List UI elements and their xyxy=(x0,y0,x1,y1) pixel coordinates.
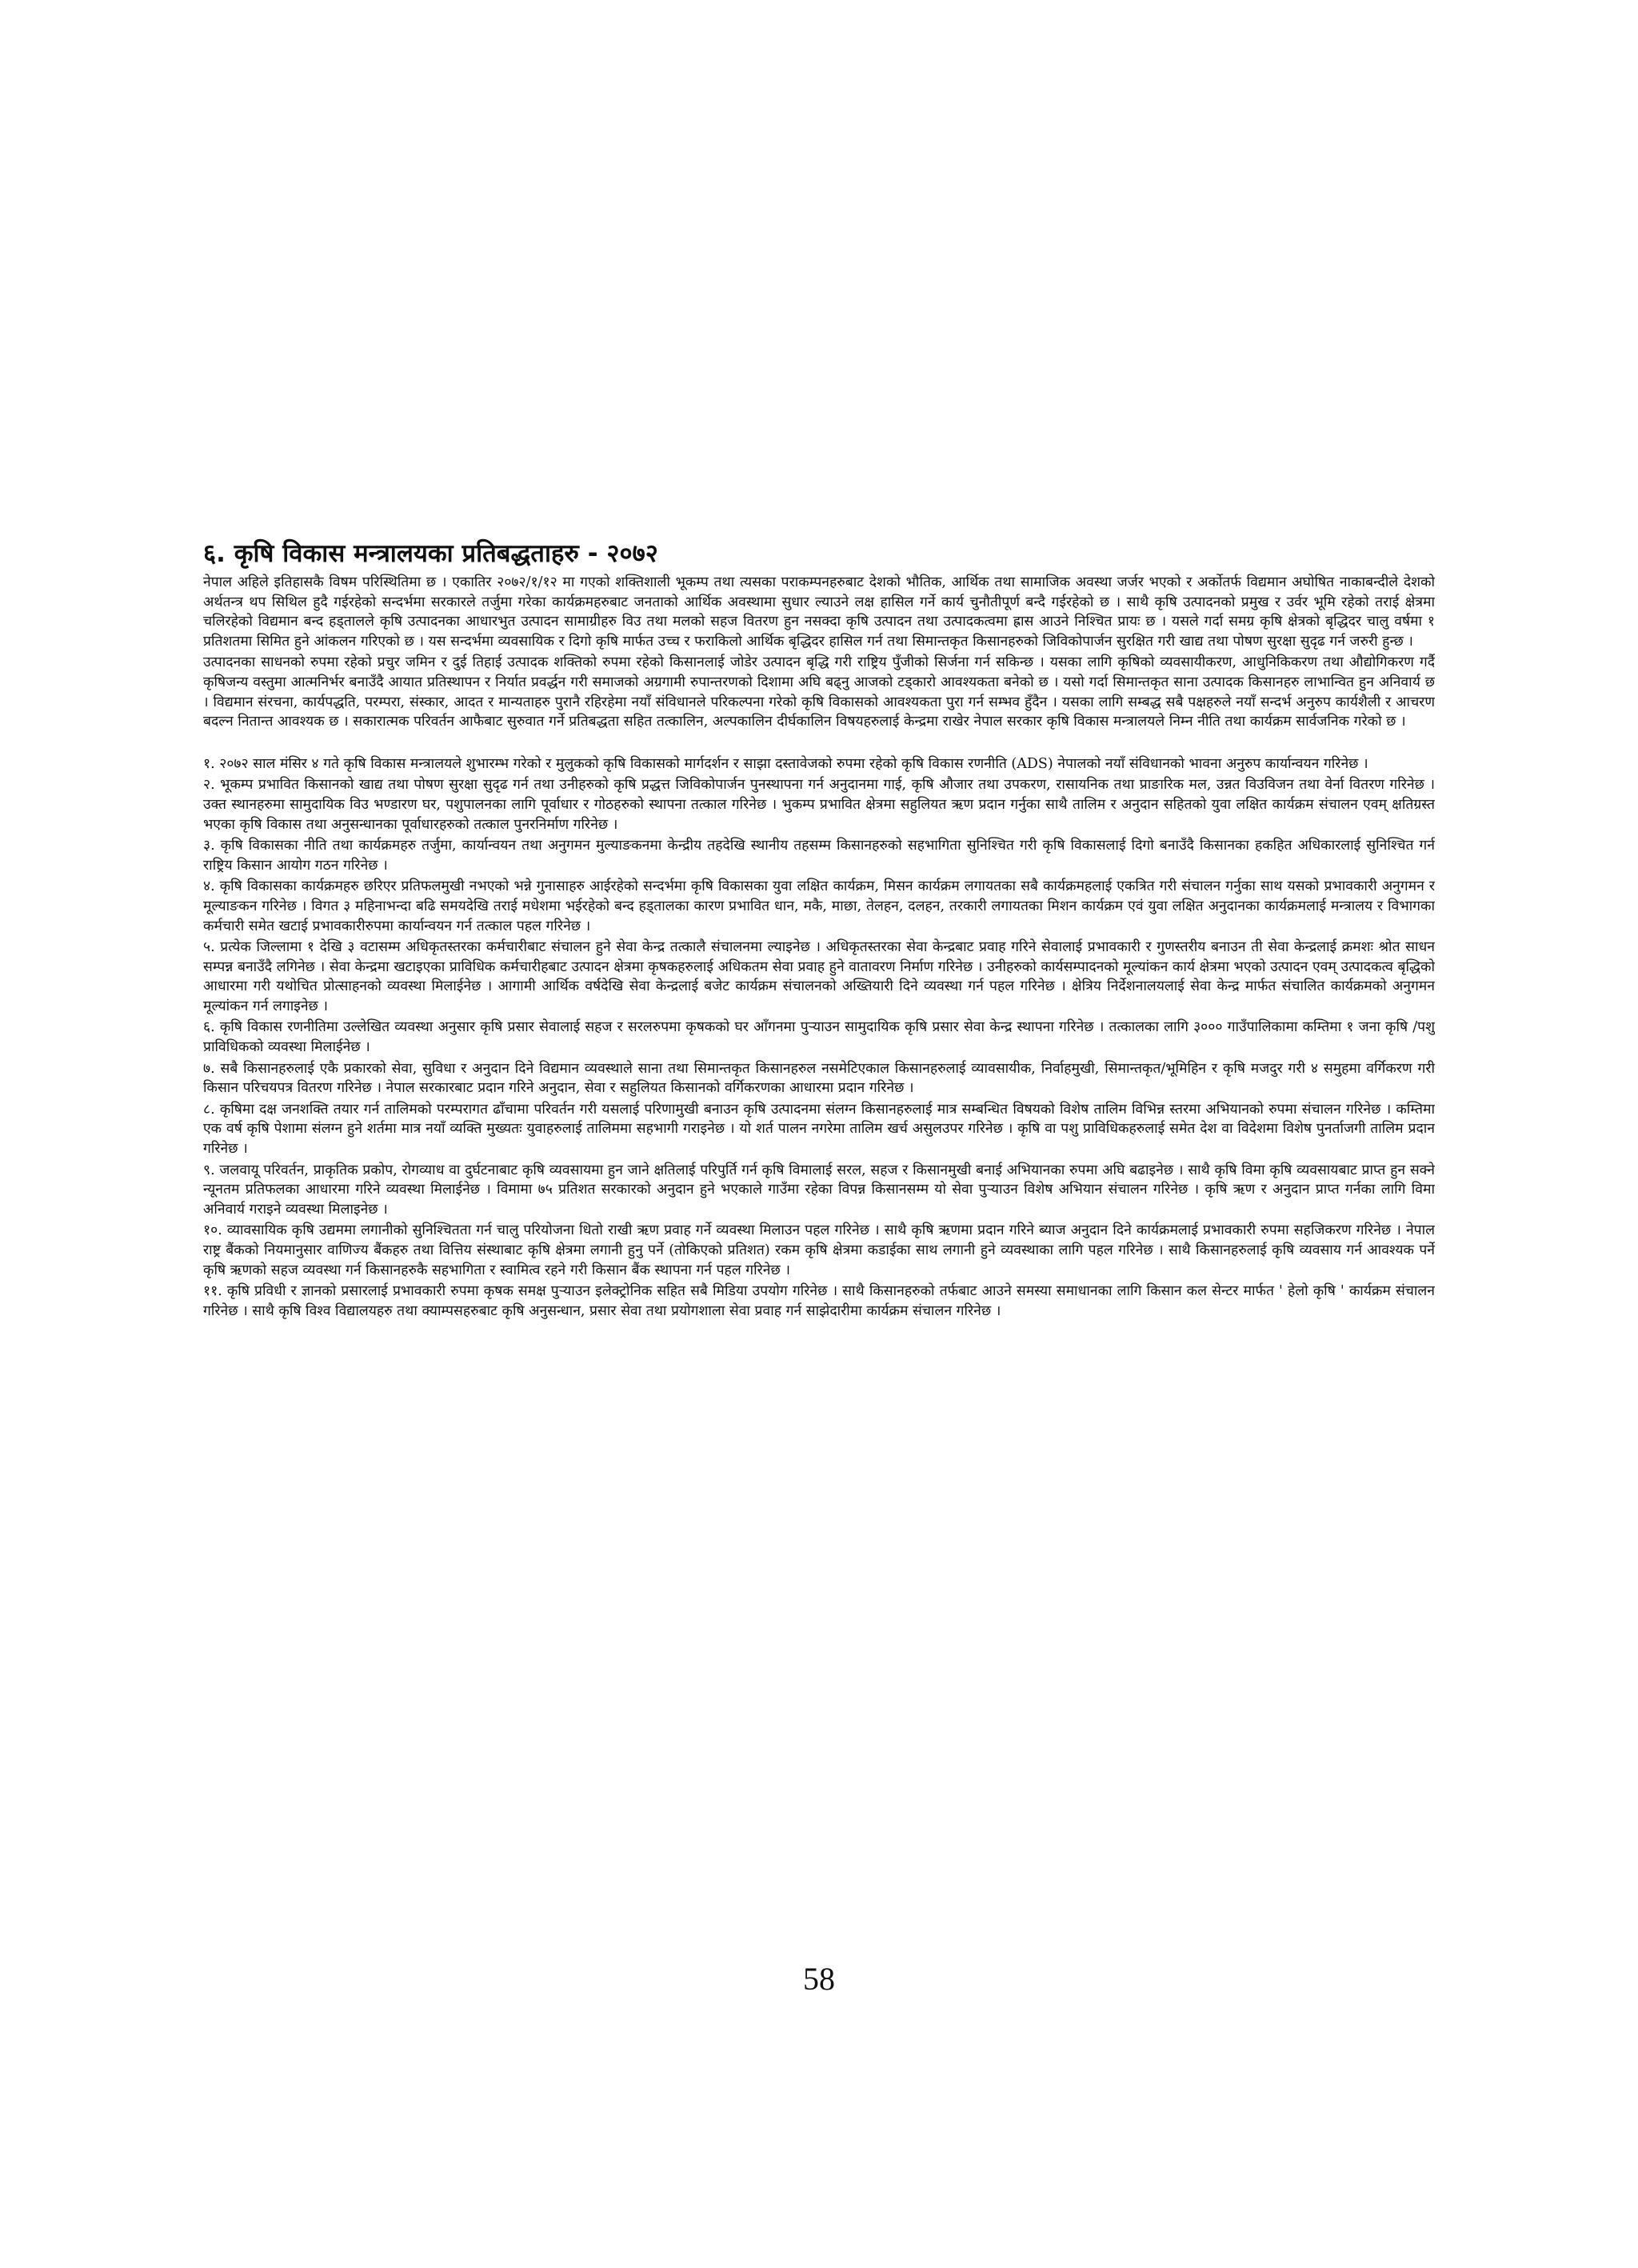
commitment-item-6: ६. कृषि विकास रणनीतिमा उल्लेखित व्यवस्था अनुसार कृषि प्रसार सेवालाई सहज र सरलरुपमा कृषकको घर आँगनमा पुऱ्याउन सामुदायिक कृषि प्रसार सेवा केन्द्र स्थापना गरिनेछ । तत्कालका लागि ३००० गाउँपालिकामा कम्तिमा १ जना कृषि /पशु प्राविधिकको व्यवस्था मिलाईनेछ । xyxy=(203,1019,1435,1056)
commitment-item-5: ५. प्रत्येक जिल्लामा १ देखि ३ वटासम्म अधिकृतस्तरका कर्मचारीबाट संचालन हुने सेवा केन्द्र तत्कालै संचालनमा ल्याइनेछ । अधिकृतस्तरका सेवा केन्द्रबाट प्रवाह गरिने सेवालाई प्रभावकारी र गुणस्तरीय बनाउन ती सेवा केन्द्रलाई क्रमशः श्रोत साधन सम्पन्न बनाउँदै लगिनेछ । सेवा केन्द्रमा खटाइएका प्राविधिक कर्मचारीहबाट उत्पादन क्षेत्रमा कृषकहरुलाई अधिकतम सेवा प्रवाह हुने वातावरण निर्माण गरिनेछ । उनीहरुको कार्यसम्पादनको मूल्यांकन कार्य क्षेत्रमा भएको उत्पादन एवम् उत्पादकत्व बृद्धिको आधारमा गरी यथोचित प्रोत्साहनको व्यवस्था मिलाईनेछ । आगामी आर्थिक वर्षदेखि सेवा केन्द्रलाई बजेट कार्यक्रम संचालनको अख्तियारी दिने व्यवस्था गर्न पहल गरिनेछ । क्षेत्रिय निर्देशनालयलाई सेवा केन्द्र मार्फत संचालित कार्यक्रमको अनुगमन मूल्यांकन गर्न लगाइनेछ । xyxy=(203,939,1435,1014)
commitment-item-10: १०. व्यावसायिक कृषि उद्यममा लगानीको सुनिश्चितता गर्न चालु परियोजना धितो राखी ऋण प्रवाह गर्ने व्यवस्था मिलाउन पहल गरिनेछ । साथै कृषि ऋणमा प्रदान गरिने ब्याज अनुदान दिने कार्यक्रमलाई प्रभावकारी रुपमा सहजिकरण गरिनेछ । नेपाल राष्ट्र बैंकको नियमानुसार वाणिज्य बैंकहरु तथा वित्तिय संस्थाबाट कृषि क्षेत्रमा लगानी हुनु पर्ने (तोकिएको प्रतिशत) रकम कृषि क्षेत्रमा कडाईका साथ लगानी हुने व्यवस्थाका लागि पहल गरिनेछ । साथै किसानहरुलाई कृषि व्यवसाय गर्न आवश्यक पर्ने कृषि ऋणको सहज व्यवस्था गर्न किसानहरुकै सहभागिता र स्वामित्व रहने गरी किसान बैंक स्थापना गर्न पहल गरिनेछ । xyxy=(203,1222,1435,1278)
page-content xyxy=(203,538,1435,2026)
commitment-item-4: ४. कृषि विकासका कार्यक्रमहरु छरिएर प्रतिफलमुखी नभएको भन्ने गुनासाहरु आईरहेको सन्दर्भमा कृषि विकासका युवा लक्षित कार्यक्रम, मिसन कार्यक्रम लगायतका सबै कार्यक्रमहलाई एकत्रित गरी संचालन गर्नुका साथ यसको प्रभावकारी अनुगमन र मूल्याङकन गरिनेछ । विगत ३ महिनाभन्दा बढि समयदेखि तराई मधेशमा भईरहेको बन्द हड्तालका कारण प्रभावित धान, मकै, माछा, तेलहन, दलहन, तरकारी लगायतका मिशन कार्यक्रम एवं युवा लक्षित अनुदानका कार्यक्रमलाई मन्त्रालय र विभागका कर्मचारी समेत खटाई प्रभावकारीरुपमा कार्यान्वयन गर्न तत्काल पहल गरिनेछ । xyxy=(203,878,1435,934)
commitment-item-1: १. २०७२ साल मंसिर ४ गते कृषि विकास मन्त्रालयले शुभारम्भ गरेको र मुलुकको कृषि विकासको मार्गदर्शन र साझा दस्तावेजको रुपमा रहेको कृषि विकास रणनीति (ADS) नेपालको नयाँ संविधानको भावना अनुरुप कार्यान्वयन गरिनेछ । xyxy=(203,755,1368,772)
commitment-item-3: ३. कृषि विकासका नीति तथा कार्यक्रमहरु तर्जुमा, कार्यान्वयन तथा अनुगमन मुल्याङकनमा केन्द्रीय तहदेखि स्थानीय तहसम्म किसानहरुको सहभागिता सुनिश्चित गरी कृषि विकासलाई दिगो बनाउँदै किसानका हकहित अधिकारलाई सुनिश्चित गर्न राष्ट्रिय किसान आयोग गठन गरिनेछ । xyxy=(203,838,1435,874)
section-heading: ६. कृषि विकास मन्त्रालयका प्रतिबद्धताहरु - २०७२ xyxy=(203,539,658,568)
commitment-item-7: ७. सबै किसानहरुलाई एकै प्रकारको सेवा, सुविधा र अनुदान दिने विद्यमान व्यवस्थाले साना तथा सिमान्तकृत किसानहरुल नसमेटिएकाल किसानहरुलाई व्यावसायीक, निर्वाहमुखी, सिमान्तकृत/भूमिहिन र कृषि मजदुर गरी ४ समुहमा वर्गिकरण गरी किसान परिचयपत्र वितरण गरिनेछ । नेपाल सरकारबाट प्रदान गरिने अनुदान, सेवा र सहुलियत किसानको वर्गिकरणका आधारमा प्रदान गरिनेछ । xyxy=(203,1060,1435,1097)
commitment-item-8: ८. कृषिमा दक्ष जनशक्ति तयार गर्न तालिमको परम्परागत ढाँचामा परिवर्तन गरी यसलाई परिणामुखी बनाउन कृषि उत्पादनमा संलग्न किसानहरुलाई मात्र सम्बन्धित विषयको विशेष तालिम विभिन्न स्तरमा अभियानको रुपमा संचालन गरिनेछ । कम्तिमा एक वर्ष कृषि पेशामा संलग्न हुने शर्तमा मात्र नयाँ व्यक्ति मुख्यतः युवाहरुलाई तालिममा सहभागी गराइनेछ । यो शर्त पालन नगरेमा तालिम खर्च असुलउपर गरिनेछ । कृषि वा पशु प्राविधिकहरुलाई समेत देश वा विदेशमा विशेष पुनर्ताजगी तालिम प्रदान गरिनेछ । xyxy=(203,1101,1435,1158)
commitment-item-2: २. भूकम्प प्रभावित किसानको खाद्य तथा पोषण सुरक्षा सुदृढ गर्न तथा उनीहरुको कृषि प्रद्धत्त जिविकोपार्जन पुनस्थापना गर्न अनुदानमा गाई, कृषि औजार तथा उपकरण, रासायनिक तथा प्राङारिक मल, उन्नत विउविजन तथा वेर्ना वितरण गरिनेछ । उक्त स्थानहरुमा सामुदायिक विउ भण्डारण घर, पशुपालनका लागि पूर्वाधार र गोठहरुको स्थापना तत्काल गरिनेछ । भुकम्प प्रभावित क्षेत्रमा सहुलियत ऋण प्रदान गर्नुका साथै तालिम र अनुदान सहितको युवा लक्षित कार्यक्रम संचालन एवम् क्षतिग्रस्त भएका कृषि विकास तथा अनुसन्धानका पूर्वाधारहरुको तत्काल पुनरनिर्माण गरिनेछ । xyxy=(203,777,1435,833)
section-spacer xyxy=(203,734,1435,754)
commitment-item-11: ११. कृषि प्रविधी र ज्ञानको प्रसारलाई प्रभावकारी रुपमा कृषक समक्ष पुऱ्याउन इलेक्ट्रोनिक सहित सबै मिडिया उपयोग गरिनेछ । साथै किसानहरुको तर्फबाट आउने समस्या समाधानका लागि किसान कल सेन्टर मार्फत ' हेलो कृषि ' कार्यक्रम संचालन गरिनेछ । साथै कृषि विश्व विद्यालयहरु तथा क्याम्पसहरुबाट कृषि अनुसन्धान, प्रसार सेवा तथा प्रयोगशाला सेवा प्रवाह गर्न साझेदारीमा कार्यक्रम संचालन गरिनेछ । xyxy=(203,1283,1435,1319)
intro-paragraph-1: नेपाल अहिले इतिहासकै विषम परिस्थितिमा छ । एकातिर २०७२/१/१२ मा गएको शक्तिशाली भूकम्प तथा त्यसका पराकम्पनहरुबाट देशको भौतिक, आर्थिक तथा सामाजिक अवस्था जर्जर भएको र अर्कोतर्फ विद्यमान अघोषित नाकाबन्दीले देशको अर्थतन्त्र थप सिथिल हुदै गईरहेको सन्दर्भमा सरकारले तर्जुमा गरेका कार्यक्रमहरुबाट जनताको आर्थिक अवस्थामा सुधार ल्याउने लक्ष हासिल गर्ने कार्य चुनौतीपूर्ण बन्दै गईरहेको छ । साथै कृषि उत्पादनको प्रमुख र उर्वर भूमि रहेको तराई क्षेत्रमा चलिरहेको विद्यमान बन्द हड्तालले कृषि उत्पादनका आधारभुत उत्पादन सामाग्रीहरु विउ तथा मलको सहज वितरण हुन नसक्दा कृषि उत्पादन तथा उत्पादकत्वमा ह्रास आउने निश्चित प्रायः छ । यसले गर्दा समग्र कृषि क्षेत्रको बृद्धिदर चालु वर्षमा १ प्रतिशतमा सिमित हुने आंकलन गरिएको छ । यस सन्दर्भमा व्यवसायिक र दिगो कृषि मार्फत उच्च र फराकिलो आर्थिक बृद्धिदर हासिल गर्न तथा सिमान्तकृत किसानहरुको जिविकोपार्जन सुरक्षित गरी खाद्य तथा पोषण सुरक्षा सुदृढ गर्न जरुरी हुन्छ । xyxy=(203,574,1435,650)
intro-paragraph-2: उत्पादनका साधनको रुपमा रहेको प्रचुर जमिन र दुई तिहाई उत्पादक शक्तिको रुपमा रहेको किसानलाई जोडेर उत्पादन बृद्धि गरी राष्ट्रिय पुँजीको सिर्जना गर्न सकिन्छ । यसका लागि कृषिको व्यवसायीकरण, आधुनिकिकरण तथा औद्योगिकरण गर्दै कृषिजन्य वस्तुमा आत्मनिर्भर बनाउँदै आयात प्रतिस्थापन र निर्यात प्रवर्द्धन गरी समाजको अग्रगामी रुपान्तरणको दिशामा अघि बढ्नु आजको टड्कारो आवश्यकता बनेको छ । यसो गर्दा सिमान्तकृत साना उत्पादक किसानहरु लाभान्वित हुन अनिवार्य छ । विद्यमान संरचना, कार्यपद्धति, परम्परा, संस्कार, आदत र मान्यताहरु पुरानै रहिरहेमा नयाँ संविधानले परिकल्पना गरेको कृषि विकासको आवश्यकता पुरा गर्न सम्भव हुँदैन । यसका लागि सम्बद्ध सबै पक्षहरुले नयाँ सन्दर्भ अनुरुप कार्यशैली र आचरण बदल्न नितान्त आवश्यक छ । सकारात्मक परिवर्तन आफैबाट सुरुवात गर्ने प्रतिबद्धता सहित तत्कालिन, अल्पकालिन दीर्घकालिन विषयहरुलाई केन्द्रमा राखेर नेपाल सरकार कृषि विकास मन्त्रालयले निम्न नीति तथा कार्यक्रम सार्वजनिक गरेको छ । xyxy=(203,654,1435,730)
commitment-item-9: ९. जलवायू परिवर्तन, प्राकृतिक प्रकोप, रोगव्याध वा दुर्घटनाबाट कृषि व्यवसायमा हुन जाने क्षतिलाई परिपुर्ति गर्न कृषि विमालाई सरल, सहज र किसानमुखी बनाई अभियानका रुपमा अघि बढाइनेछ । साथै कृषि विमा कृषि व्यवसायबाट प्राप्त हुन सक्ने न्यूनतम प्रतिफलका आधारमा गरिने व्यवस्था मिलाईनेछ । विमामा ७५ प्रतिशत सरकारको अनुदान हुने भएकाले गाउँमा रहेका विपन्न किसानसम्म यो सेवा पुऱ्याउन विशेष अभियान संचालन गरिनेछ । कृषि ऋण र अनुदान प्राप्त गर्नका लागि विमा अनिवार्य गराइने व्यवस्था मिलाइनेछ । xyxy=(203,1162,1435,1218)
page-number: 58 xyxy=(803,1961,835,1997)
